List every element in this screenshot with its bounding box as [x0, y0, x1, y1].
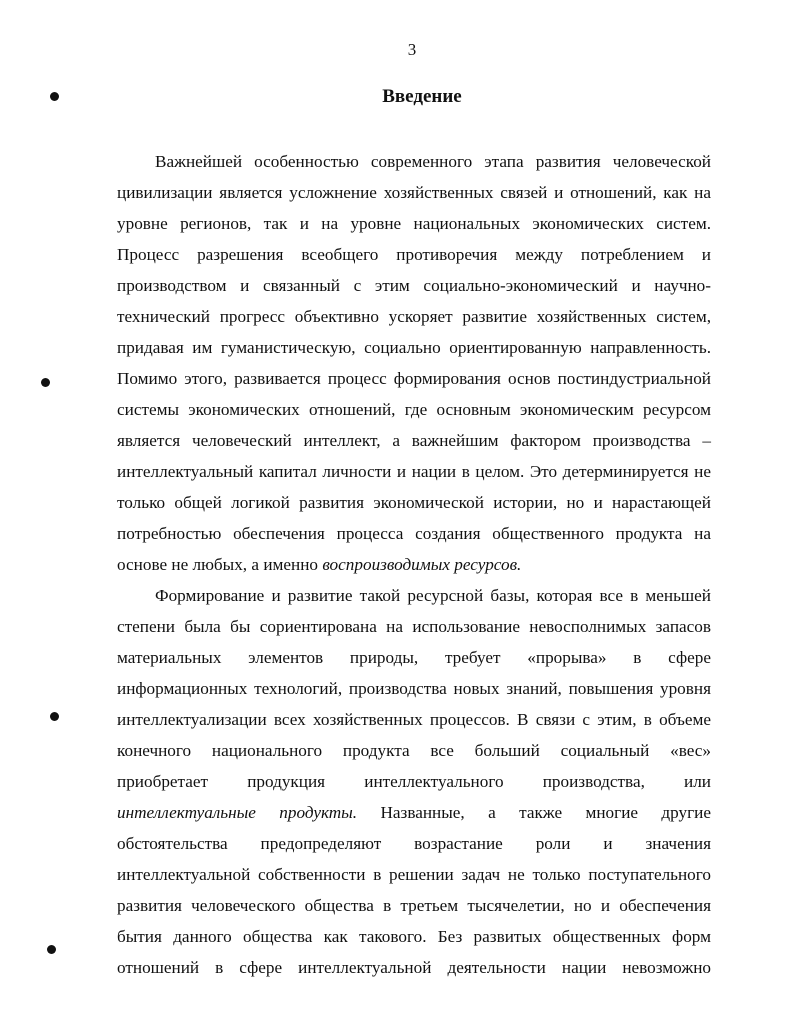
text-line [117, 766, 711, 797]
text-line [117, 704, 711, 735]
text-segment: Формирование и развитие такой ресурсной базы, которая все в меньшей [155, 586, 711, 605]
text-line [117, 642, 711, 673]
text-segment: системы экономических отношений, где основным экономическим ресурсом [117, 400, 711, 419]
text-line [117, 518, 711, 549]
page-number: 3 [407, 40, 417, 59]
text-line [117, 580, 711, 611]
text-line [117, 239, 711, 270]
text-segment: обстоятельства предопределяют возрастание роли и значения [117, 834, 711, 853]
text-segment: уровне регионов, так и на уровне национальных экономических систем. [117, 214, 711, 233]
text-segment: отношений в сфере интеллектуальной деятельности нации невозможно [117, 958, 711, 977]
text-segment: конечного национального продукта все больший социальный «вес» [117, 741, 711, 760]
text-line [117, 859, 711, 890]
text-line [117, 890, 711, 921]
text-segment: интеллектуальной собственности в решении задач не только поступательного [117, 865, 711, 884]
text-segment: потребностью обеспечения процесса создания общественного продукта на [117, 524, 711, 543]
text-line [117, 394, 711, 425]
text-line [117, 487, 711, 518]
text-line [117, 549, 711, 580]
text-line [117, 735, 711, 766]
text-line [117, 146, 711, 177]
text-segment: развития человеческого общества в третьем тысячелетии, но и обеспечения [117, 896, 711, 915]
text-segment: степени была бы сориентирована на использование невосполнимых запасов [117, 617, 711, 636]
text-line [117, 673, 711, 704]
binding-hole-mark [47, 945, 56, 954]
binding-hole-mark [50, 712, 59, 721]
text-line [117, 270, 711, 301]
text-segment: придавая им гуманистическую, социально ориентированную направленность. [117, 338, 711, 357]
text-segment: материальных элементов природы, требует «прорыва» в сфере [117, 648, 711, 667]
text-segment: является человеческий интеллект, а важнейшим фактором производства – [117, 431, 711, 450]
text-segment: Процесс разрешения всеобщего противоречия между потреблением и [117, 245, 711, 264]
text-line [117, 921, 711, 952]
text-line [117, 952, 711, 983]
text-line [117, 425, 711, 456]
text-line [117, 797, 711, 828]
text-segment: Важнейшей особенностью современного этапа развития человеческой [155, 152, 711, 171]
binding-hole-mark [50, 92, 59, 101]
text-segment: Помимо этого, развивается процесс формирования основ постиндустриальной [117, 369, 711, 388]
italic-text: интеллектуальные продукты. [117, 803, 358, 822]
text-line [117, 301, 711, 332]
text-line [117, 828, 711, 859]
text-line [117, 177, 711, 208]
italic-text: воспроизводимых ресурсов. [322, 555, 522, 574]
page-title: Введение [382, 86, 462, 107]
text-line [117, 332, 711, 363]
text-segment: интеллектуализации всех хозяйственных процессов. В связи с этим, в объеме [117, 710, 711, 729]
text-line [117, 363, 711, 394]
text-segment: только общей логикой развития экономической истории, но и нарастающей [117, 493, 711, 512]
text-line [117, 611, 711, 642]
text-segment: приобретает продукция интеллектуального производства, или [117, 772, 711, 791]
text-segment: интеллектуальный капитал личности и нации в целом. Это детерминируется не [117, 462, 711, 481]
text-segment: Названные, а также многие другие [357, 803, 711, 822]
text-segment: технический прогресс объективно ускоряет развитие хозяйственных систем, [117, 307, 711, 326]
text-segment: цивилизации является усложнение хозяйственных связей и отношений, как на [117, 183, 711, 202]
text-segment: информационных технологий, производства новых знаний, повышения уровня [117, 679, 711, 698]
text-segment: производством и связанный с этим социально-экономический и научно- [117, 276, 711, 295]
text-segment: основе не любых, а именно [117, 555, 323, 574]
binding-hole-mark [41, 378, 50, 387]
text-segment: бытия данного общества как такового. Без развитых общественных форм [117, 927, 711, 946]
text-line [117, 208, 711, 239]
body-text [117, 146, 711, 983]
text-line [117, 456, 711, 487]
